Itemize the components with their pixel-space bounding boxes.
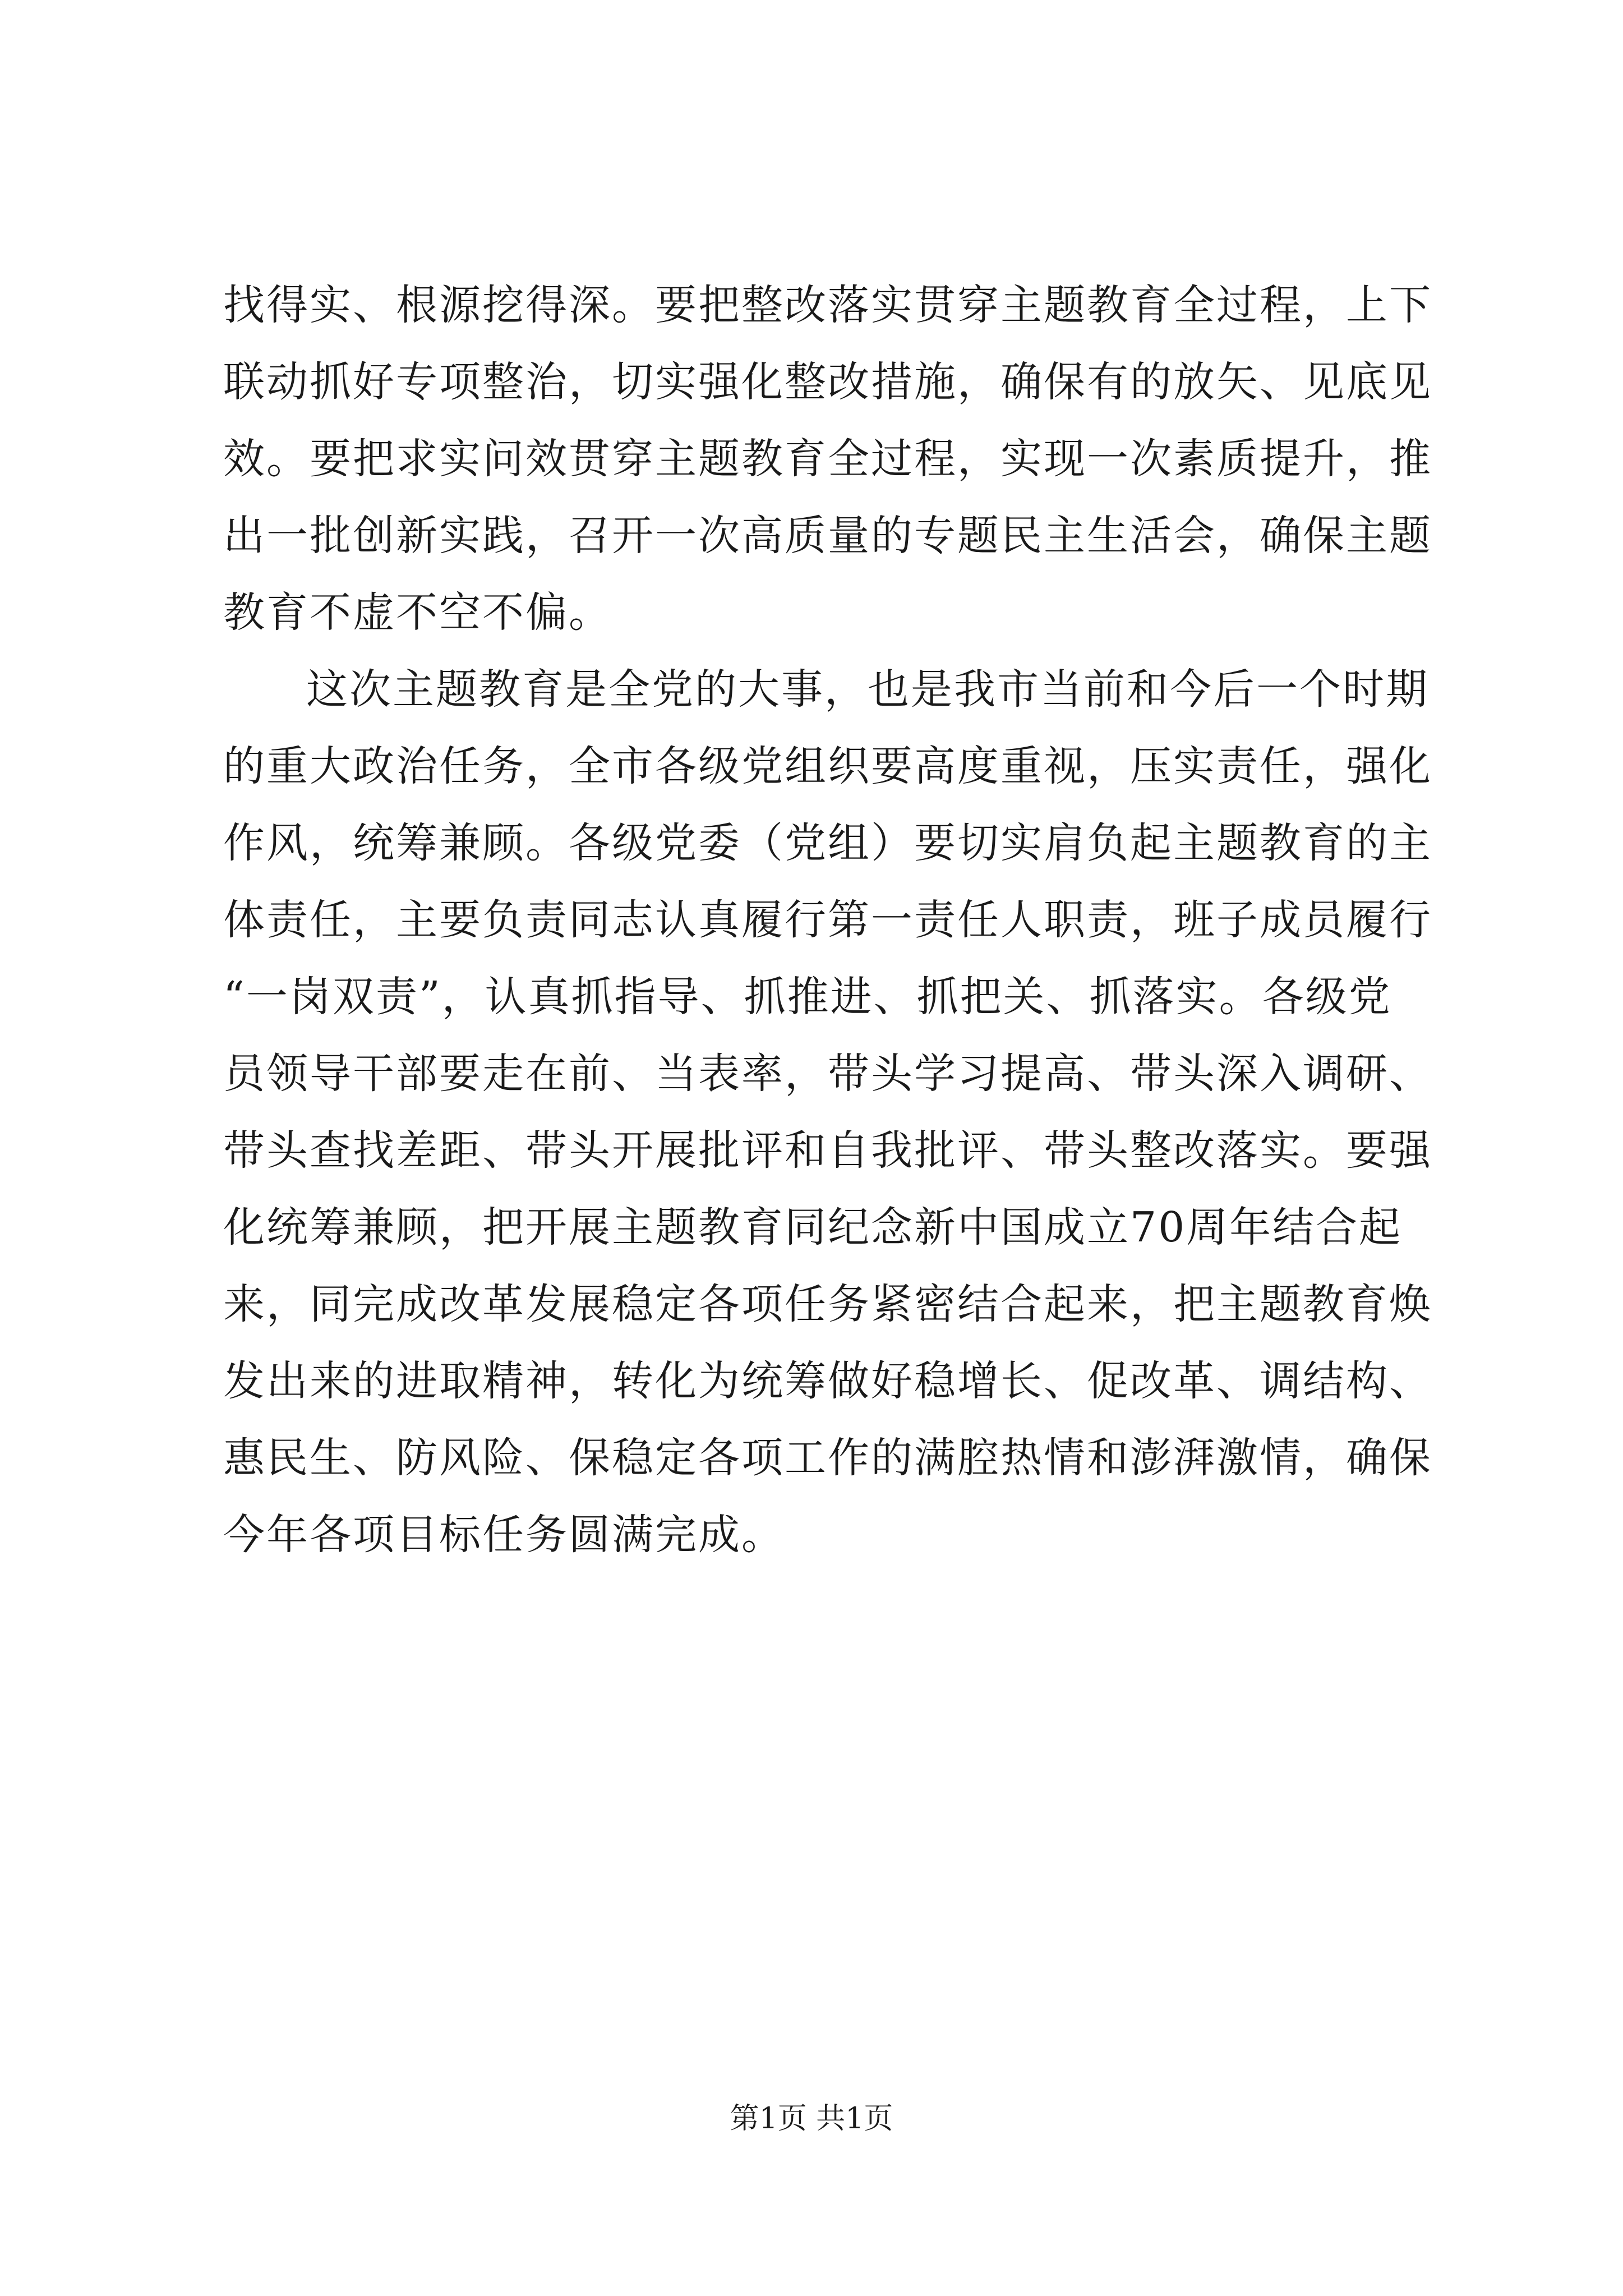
paragraph-1-line-1: 找得实、根源挖得深。要把整改落实贯穿主题教育全过程，上下 [223,281,1432,329]
paragraph-2-line-10: 发出来的进取精神，转化为统筹做好稳增长、促改革、调结构、 [223,1357,1432,1405]
paragraph-2-line-6: 员领导干部要走在前、当表率，带头学习提高、带头深入调研、 [223,1050,1432,1098]
paragraph-2-line-7: 带头查找差距、带头开展批评和自我批评、带头整改落实。要强 [223,1126,1432,1175]
paragraph-2-line-8: 化统筹兼顾，把开展主题教育同纪念新中国成立70周年结合起 [223,1203,1403,1251]
document-body [223,267,1432,1573]
paragraph-2-line-2: 的重大政治任务，全市各级党组织要高度重视，压实责任，强化 [223,742,1432,790]
paragraph-2-line-1: 这次主题教育是全党的大事，也是我市当前和今后一个时期 [306,665,1429,714]
paragraph-1-line-2: 联动抓好专项整治，切实强化整改措施，确保有的放矢、见底见 [223,358,1432,406]
paragraph-2-line-12: 今年各项目标任务圆满完成。 [223,1511,785,1559]
paragraph-1-line-5: 教育不虚不空不偏。 [223,588,612,637]
paragraph-2-line-5: “一岗双责”，认真抓指导、抓推进、抓把关、抓落实。各级党 [223,973,1392,1021]
paragraph-1-line-3: 效。要把求实问效贯穿主题教育全过程，实现一次素质提升，推 [223,435,1432,483]
page-number-indicator: 第1页 共1页 [730,2102,893,2136]
paragraph-2-line-11: 惠民生、防风险、保稳定各项工作的满腔热情和澎湃激情，确保 [223,1434,1432,1482]
paragraph-2-line-3: 作风，统筹兼顾。各级党委（党组）要切实肩负起主题教育的主 [223,819,1432,867]
paragraph-2-line-4: 体责任，主要负责同志认真履行第一责任人职责，班子成员履行 [223,896,1432,944]
page-footer [0,2099,1623,2138]
paragraph-2-line-9: 来，同完成改革发展稳定各项任务紧密结合起来，把主题教育焕 [223,1280,1432,1328]
paragraph-1-line-4: 出一批创新实践，召开一次高质量的专题民主生活会，确保主题 [223,512,1432,560]
